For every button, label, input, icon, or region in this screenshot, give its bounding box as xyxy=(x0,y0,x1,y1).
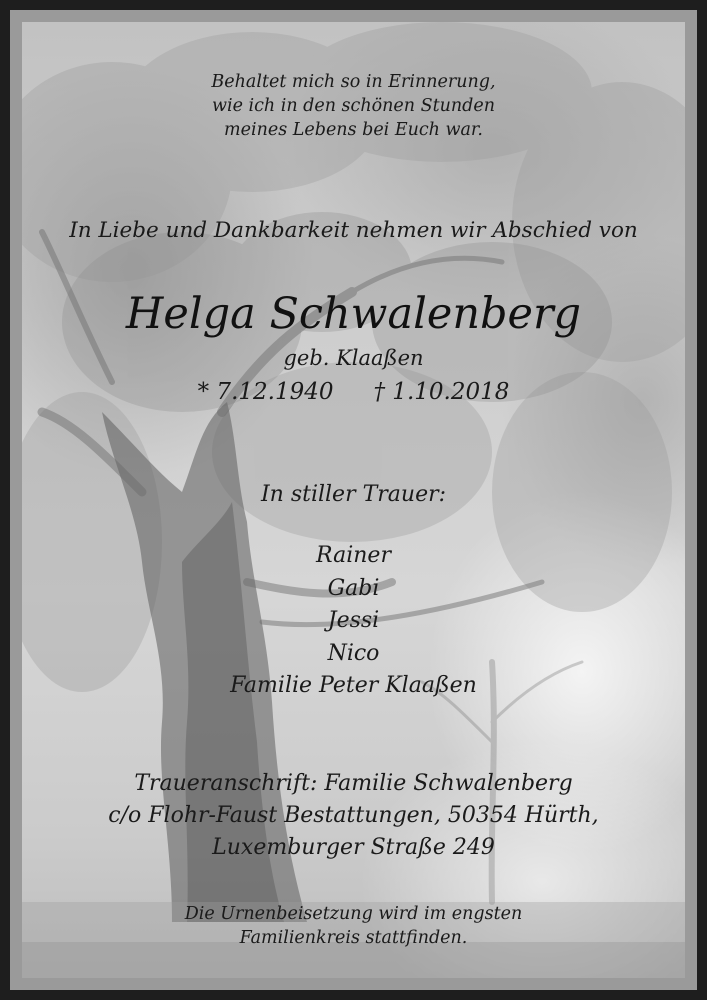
death-date: † 1.10.2018 xyxy=(373,379,510,405)
notice-panel xyxy=(22,22,685,978)
mourner-name: Gabi xyxy=(327,575,380,601)
verse-line: wie ich in den schönen Stunden xyxy=(212,96,495,116)
address-line: Traueranschrift: Familie Schwalenberg xyxy=(134,771,573,796)
life-dates xyxy=(22,377,685,407)
mourner-name: Familie Peter Klaaßen xyxy=(230,673,477,698)
notice-frame xyxy=(10,10,697,990)
address-line: c/o Flohr-Faust Bestattungen, 50354 Hürth, xyxy=(108,803,599,828)
mourners-list xyxy=(22,540,685,703)
mourner-name: Nico xyxy=(327,640,380,666)
urn-burial-note xyxy=(22,902,685,950)
farewell-intro: In Liebe und Dankbarkeit nehmen wir Abschied von xyxy=(69,218,638,243)
memorial-verse xyxy=(22,70,685,142)
mourner-name: Jessi xyxy=(327,608,380,633)
verse-line: meines Lebens bei Euch war. xyxy=(224,120,483,140)
birth-date: * 7.12.1940 xyxy=(197,379,334,405)
birth-name: geb. Klaaßen xyxy=(283,346,424,370)
verse-line: Behaltet mich so in Erinnerung, xyxy=(211,72,496,92)
urn-note-line: Familienkreis stattfinden. xyxy=(239,928,468,948)
mourning-address xyxy=(22,768,685,864)
deceased-name: Helga Schwalenberg xyxy=(125,289,582,339)
mourning-label: In stiller Trauer: xyxy=(260,482,447,507)
address-line: Luxemburger Straße 249 xyxy=(212,835,495,860)
urn-note-line: Die Urnenbeisetzung wird im engsten xyxy=(184,904,523,924)
mourner-name: Rainer xyxy=(316,543,391,568)
